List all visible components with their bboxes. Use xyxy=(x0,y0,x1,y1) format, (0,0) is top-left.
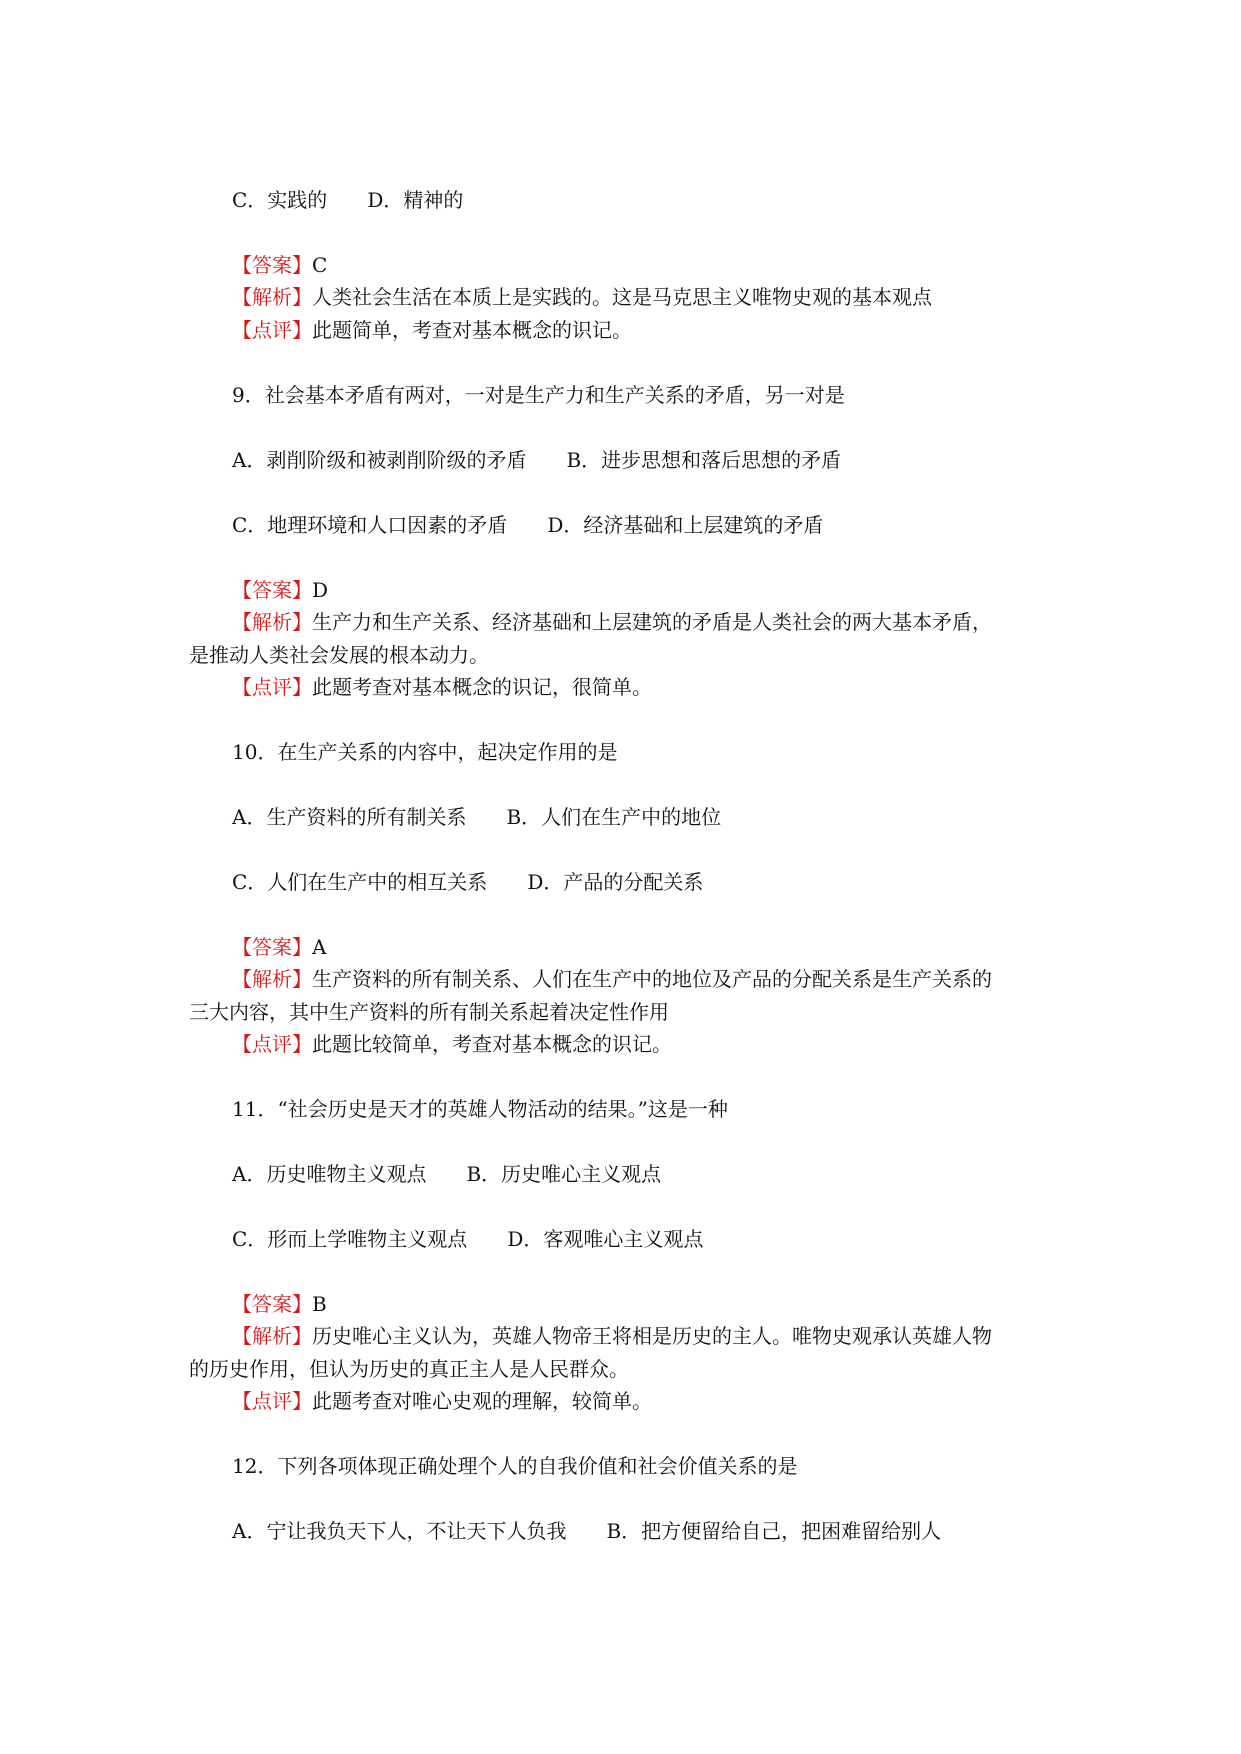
q8-options-cd xyxy=(232,188,463,212)
q10-comment xyxy=(232,1032,672,1056)
q11-question: 11．“社会历史是天才的英雄人物活动的结果。”这是一种 xyxy=(232,1097,728,1121)
q8-comment xyxy=(232,318,632,342)
q12-options-ab xyxy=(232,1519,941,1543)
q11-comment xyxy=(232,1389,652,1413)
q9-analysis-line1 xyxy=(232,610,992,634)
q8-answer xyxy=(232,253,327,277)
analysis-tag: 【解析】 xyxy=(232,285,312,309)
answer-tag: 【答案】 xyxy=(232,1292,312,1316)
q11-option-b: B．历史唯心主义观点 xyxy=(466,1162,662,1186)
q12-option-a: A．宁让我负天下人，不让天下人负我 xyxy=(232,1519,567,1543)
q12-question: 12．下列各项体现正确处理个人的自我价值和社会价值关系的是 xyxy=(232,1454,798,1478)
q10-options-cd xyxy=(232,870,703,894)
answer-tag: 【答案】 xyxy=(232,935,312,959)
analysis-tag: 【解析】 xyxy=(232,610,312,634)
q11-option-a: A．历史唯物主义观点 xyxy=(232,1162,427,1186)
q11-option-c: C．形而上学唯物主义观点 xyxy=(232,1227,468,1251)
analysis-text: 历史唯心主义认为，英雄人物帝王将相是历史的主人。唯物史观承认英雄人物 xyxy=(312,1324,992,1348)
q12-option-b: B．把方便留给自己，把困难留给别人 xyxy=(606,1519,942,1543)
q8-analysis xyxy=(232,285,932,309)
answer-value: C xyxy=(312,253,328,277)
q9-option-a: A．剥削阶级和被剥削阶级的矛盾 xyxy=(232,448,527,472)
answer-tag: 【答案】 xyxy=(232,253,312,277)
comment-text: 此题简单，考查对基本概念的识记。 xyxy=(312,318,632,342)
analysis-tag: 【解析】 xyxy=(232,967,312,991)
q10-option-a: A．生产资料的所有制关系 xyxy=(232,805,467,829)
q11-options-ab xyxy=(232,1162,661,1186)
q11-options-cd xyxy=(232,1227,703,1251)
answer-value: D xyxy=(312,578,329,602)
analysis-text: 人类社会生活在本质上是实践的。这是马克思主义唯物史观的基本观点 xyxy=(312,285,932,309)
answer-value: B xyxy=(312,1292,327,1316)
comment-tag: 【点评】 xyxy=(232,1389,312,1413)
comment-text: 此题考查对唯心史观的理解，较简单。 xyxy=(312,1389,652,1413)
comment-tag: 【点评】 xyxy=(232,318,312,342)
q8-option-c: C．实践的 xyxy=(232,188,328,212)
q10-analysis-line2: 三大内容，其中生产资料的所有制关系起着决定性作用 xyxy=(189,1000,669,1024)
q9-question: 9．社会基本矛盾有两对，一对是生产力和生产关系的矛盾，另一对是 xyxy=(232,383,845,407)
q11-option-d: D．客观唯心主义观点 xyxy=(507,1227,704,1251)
q9-options-ab xyxy=(232,448,841,472)
q9-analysis-line2: 是推动人类社会发展的根本动力。 xyxy=(189,643,489,667)
analysis-tag: 【解析】 xyxy=(232,1324,312,1348)
q9-options-cd xyxy=(232,513,823,537)
comment-text: 此题比较简单，考查对基本概念的识记。 xyxy=(312,1032,672,1056)
q10-option-c: C．人们在生产中的相互关系 xyxy=(232,870,488,894)
q10-question: 10．在生产关系的内容中，起决定作用的是 xyxy=(232,740,618,764)
q8-option-d: D．精神的 xyxy=(367,188,464,212)
q10-option-b: B．人们在生产中的地位 xyxy=(506,805,722,829)
q11-analysis-line2: 的历史作用，但认为历史的真正主人是人民群众。 xyxy=(189,1357,629,1381)
q10-options-ab xyxy=(232,805,721,829)
answer-tag: 【答案】 xyxy=(232,578,312,602)
analysis-text: 生产资料的所有制关系、人们在生产中的地位及产品的分配关系是生产关系的 xyxy=(312,967,992,991)
q9-answer xyxy=(232,578,328,602)
answer-value: A xyxy=(312,935,327,959)
q11-answer xyxy=(232,1292,327,1316)
comment-tag: 【点评】 xyxy=(232,1032,312,1056)
analysis-text: 生产力和生产关系、经济基础和上层建筑的矛盾是人类社会的两大基本矛盾， xyxy=(312,610,992,634)
q9-option-d: D．经济基础和上层建筑的矛盾 xyxy=(547,513,824,537)
q9-option-c: C．地理环境和人口因素的矛盾 xyxy=(232,513,508,537)
q9-option-b: B．进步思想和落后思想的矛盾 xyxy=(566,448,842,472)
q10-answer xyxy=(232,935,326,959)
comment-text: 此题考查对基本概念的识记，很简单。 xyxy=(312,675,652,699)
q10-option-d: D．产品的分配关系 xyxy=(527,870,704,894)
comment-tag: 【点评】 xyxy=(232,675,312,699)
q11-analysis-line1 xyxy=(232,1324,992,1348)
q10-analysis-line1 xyxy=(232,967,992,991)
q9-comment xyxy=(232,675,652,699)
